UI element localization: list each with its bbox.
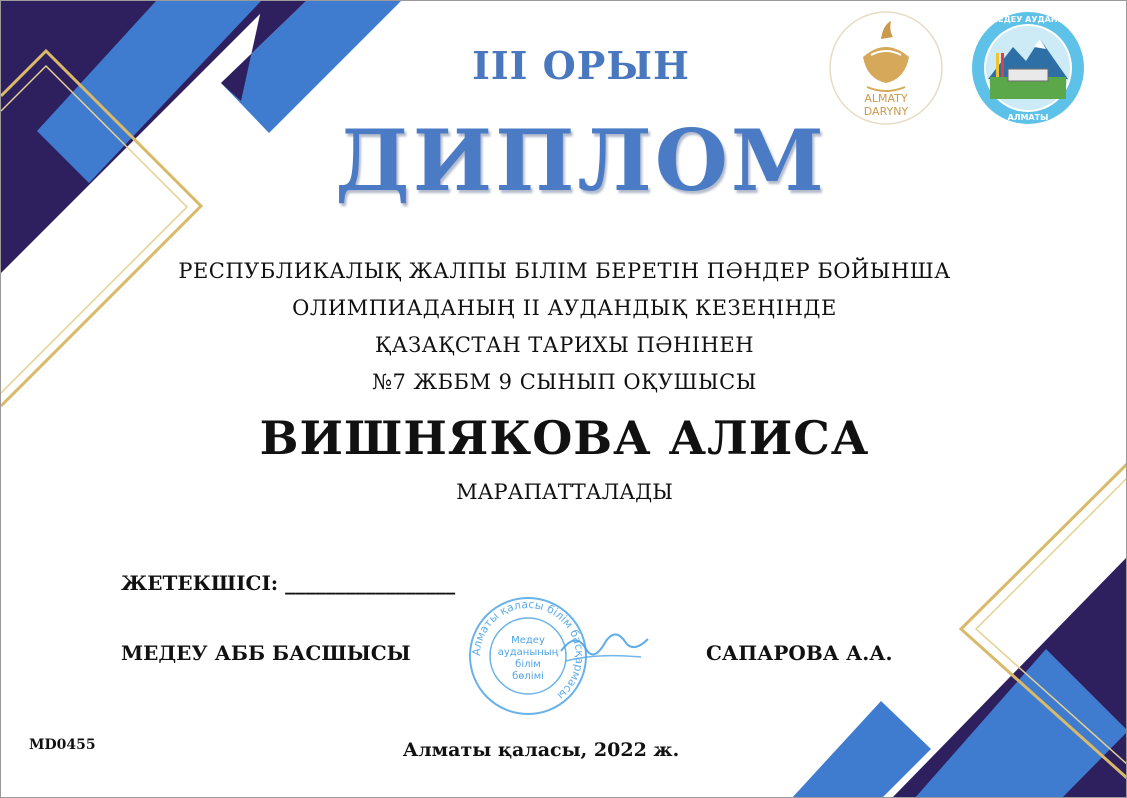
almaty-daryny-logo-line2: DARYNY xyxy=(863,105,909,118)
stamp-center-line-4: бөлімі xyxy=(512,671,544,682)
certificate-code: MD0455 xyxy=(29,737,96,753)
head-name: САПАРОВА А.А. xyxy=(706,641,893,665)
stamp-center-line-3: білім xyxy=(515,659,541,670)
medeu-district-logo xyxy=(968,9,1088,127)
head-title: МЕДЕУ АББ БАСШЫСЫ xyxy=(121,641,411,665)
city-year: Алматы қаласы, 2022 ж. xyxy=(402,739,680,761)
medeu-logo-top-text: МЕДЕУ АУДАНЫ xyxy=(990,15,1066,24)
recipient-name: ВИШНЯКОВА АЛИСА xyxy=(259,411,870,465)
supervisor-label: ЖЕТЕКШІСІ: _________________ xyxy=(121,571,456,595)
awarded-text: МАРАПАТТАЛАДЫ xyxy=(456,480,673,504)
body-line-1: РЕСПУБЛИКАЛЫҚ ЖАЛПЫ БІЛІМ БЕРЕТІН ПӘНДЕР БОЙЫНША xyxy=(178,259,951,283)
almaty-daryny-logo-line1: ALMATY xyxy=(864,92,908,105)
stamp-center-line-1: Медеу xyxy=(511,635,545,646)
official-stamp xyxy=(466,591,656,721)
diploma-title: ДИПЛОМ xyxy=(335,111,827,210)
stamp-ring-text: Алматы қаласы білім басқармасы xyxy=(469,597,587,703)
medeu-logo-bottom-text: АЛМАТЫ xyxy=(1007,113,1049,122)
place-heading: III ОРЫН xyxy=(472,43,690,88)
body-line-4: №7 ЖББМ 9 СЫНЫП ОҚУШЫСЫ xyxy=(372,370,757,394)
stamp-center-line-2: ауданының xyxy=(497,647,559,658)
body-line-3: ҚАЗАҚСТАН ТАРИХЫ ПӘНІНЕН xyxy=(374,333,755,357)
almaty-daryny-logo xyxy=(827,9,945,127)
body-line-2: ОЛИМПИАДАНЫҢ ІІ АУДАНДЫҚ КЕЗЕҢІНДЕ xyxy=(292,296,837,320)
